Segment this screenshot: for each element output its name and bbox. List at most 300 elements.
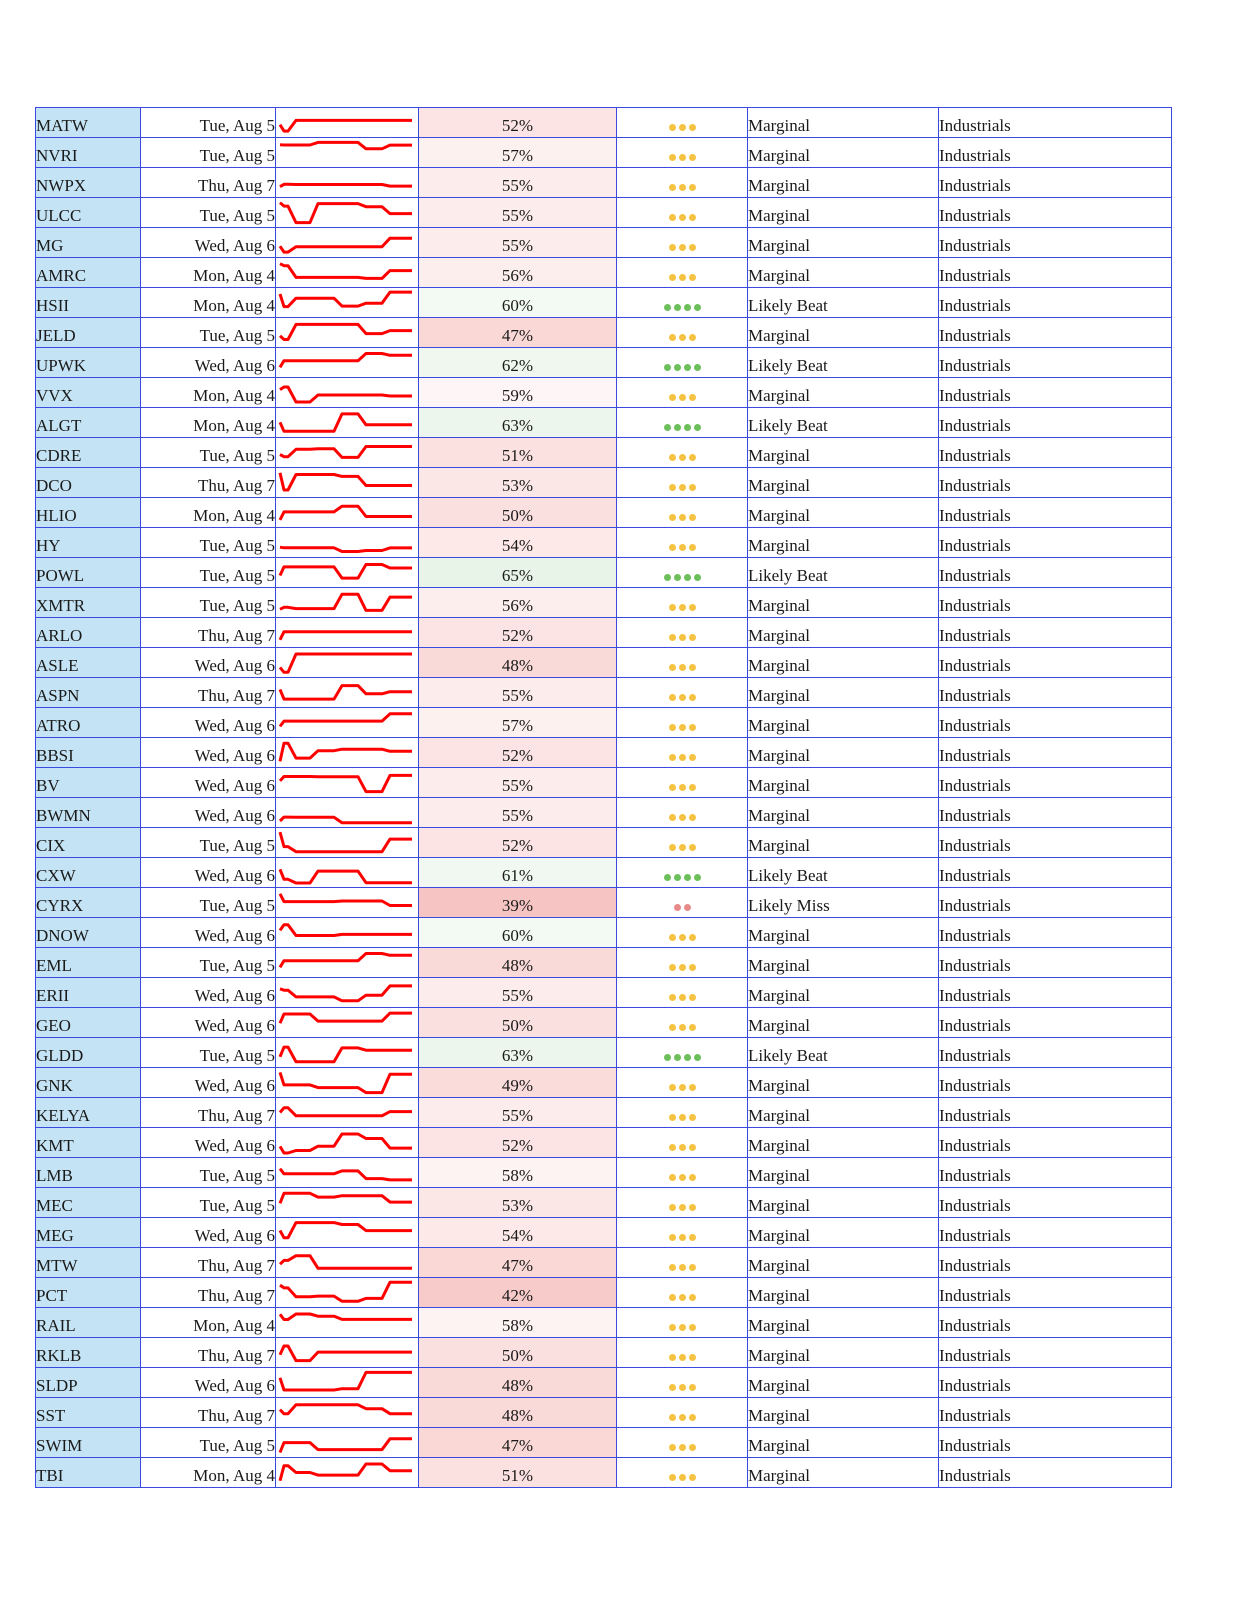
table-row (36, 468, 1172, 498)
signal-dot-icon (679, 1354, 686, 1361)
signal-dot-icon (689, 274, 696, 281)
sparkline-line (280, 354, 412, 368)
signal-dot-icon (669, 1084, 676, 1091)
signal-dots (617, 318, 748, 348)
sparkline-chart (276, 168, 418, 197)
ticker-cell: ASPN (36, 678, 141, 708)
signal-dot-icon (689, 844, 696, 851)
signal-dot-icon (669, 1024, 676, 1031)
sparkline-line (280, 547, 412, 551)
signal-label-cell: Marginal (748, 1188, 939, 1218)
sparkline-chart (276, 918, 418, 947)
sparkline-chart (276, 708, 418, 737)
table-row (36, 558, 1172, 588)
ticker-cell: SWIM (36, 1428, 141, 1458)
signal-dot-icon (689, 1024, 696, 1031)
sparkline-line (280, 506, 412, 520)
probability-cell: 48% (419, 1368, 617, 1398)
signal-dots (617, 948, 748, 978)
signal-dot-icon (684, 364, 691, 371)
signal-dot-icon (679, 1324, 686, 1331)
sector-cell: Industrials (939, 408, 1172, 438)
ticker-cell: BWMN (36, 798, 141, 828)
table-row (36, 858, 1172, 888)
sparkline-cell (276, 1068, 419, 1098)
table-row (36, 888, 1172, 918)
sparkline-line (280, 714, 412, 727)
sparkline-chart (276, 528, 418, 557)
sector-cell: Industrials (939, 378, 1172, 408)
signal-dot-icon (679, 334, 686, 341)
earnings-date-cell: Wed, Aug 6 (141, 858, 276, 888)
signal-dots (617, 1128, 748, 1158)
sector-cell: Industrials (939, 648, 1172, 678)
signal-dot-icon (694, 364, 701, 371)
earnings-date-cell: Thu, Aug 7 (141, 168, 276, 198)
signal-dots (617, 348, 748, 378)
signal-dot-icon (689, 484, 696, 491)
signal-dot-icon (694, 574, 701, 581)
signal-dot-icon (679, 1384, 686, 1391)
signal-dots (617, 1218, 748, 1248)
sparkline-line (280, 686, 412, 700)
sparkline-chart (276, 1398, 418, 1427)
ticker-cell: MATW (36, 108, 141, 138)
table-row (36, 648, 1172, 678)
ticker-cell: MTW (36, 1248, 141, 1278)
signal-label-cell: Marginal (748, 1008, 939, 1038)
sparkline-line (280, 1256, 412, 1269)
table-row (36, 1128, 1172, 1158)
signal-label-cell: Marginal (748, 1158, 939, 1188)
signal-dots (617, 468, 748, 498)
signal-dots (617, 1428, 748, 1458)
probability-cell: 60% (419, 918, 617, 948)
signal-label-cell: Marginal (748, 708, 939, 738)
signal-label-cell: Likely Beat (748, 288, 939, 318)
signal-dot-icon (689, 1324, 696, 1331)
signal-dot-icon (694, 874, 701, 881)
signal-dot-icon (694, 424, 701, 431)
sparkline-chart (276, 198, 418, 227)
signal-dot-icon (684, 874, 691, 881)
sparkline-cell (276, 888, 419, 918)
signal-label-cell: Marginal (748, 1248, 939, 1278)
signal-dots (617, 1398, 748, 1428)
signal-dots (617, 1158, 748, 1188)
ticker-cell: DCO (36, 468, 141, 498)
signal-dot-icon (664, 1054, 671, 1061)
signal-dot-icon (669, 814, 676, 821)
signal-dots (617, 708, 748, 738)
sparkline-cell (276, 468, 419, 498)
signal-dots (617, 138, 748, 168)
ticker-cell: JELD (36, 318, 141, 348)
probability-cell: 52% (419, 828, 617, 858)
probability-cell: 50% (419, 498, 617, 528)
signal-label-cell: Marginal (748, 138, 939, 168)
ticker-cell: AMRC (36, 258, 141, 288)
sparkline-line (280, 120, 412, 131)
signal-dot-icon (679, 934, 686, 941)
signal-dot-icon (689, 694, 696, 701)
signal-dot-icon (679, 964, 686, 971)
ticker-cell: HY (36, 528, 141, 558)
signal-dot-icon (689, 994, 696, 1001)
earnings-date-cell: Mon, Aug 4 (141, 1308, 276, 1338)
sparkline-line (280, 1223, 412, 1238)
signal-dot-icon (689, 1204, 696, 1211)
sparkline-chart (276, 1458, 418, 1487)
sector-cell: Industrials (939, 1338, 1172, 1368)
earnings-date-cell: Thu, Aug 7 (141, 1278, 276, 1308)
sparkline-cell (276, 1368, 419, 1398)
earnings-date-cell: Tue, Aug 5 (141, 528, 276, 558)
table-row (36, 948, 1172, 978)
signal-dot-icon (669, 334, 676, 341)
signal-dots (617, 108, 748, 138)
sector-cell: Industrials (939, 918, 1172, 948)
signal-dot-icon (689, 1174, 696, 1181)
sector-cell: Industrials (939, 438, 1172, 468)
sector-cell: Industrials (939, 1188, 1172, 1218)
earnings-date-cell: Wed, Aug 6 (141, 918, 276, 948)
sparkline-chart (276, 348, 418, 377)
signal-dots (617, 588, 748, 618)
sparkline-chart (276, 858, 418, 887)
earnings-date-cell: Thu, Aug 7 (141, 468, 276, 498)
sparkline-line (280, 324, 412, 339)
earnings-date-cell: Tue, Aug 5 (141, 948, 276, 978)
earnings-date-cell: Tue, Aug 5 (141, 588, 276, 618)
sparkline-cell (276, 408, 419, 438)
ticker-cell: BV (36, 768, 141, 798)
sector-cell: Industrials (939, 318, 1172, 348)
probability-cell: 61% (419, 858, 617, 888)
sparkline-line (280, 1405, 412, 1414)
ticker-cell: HSII (36, 288, 141, 318)
signal-label-cell: Marginal (748, 948, 939, 978)
earnings-date-cell: Tue, Aug 5 (141, 1038, 276, 1068)
ticker-cell: MG (36, 228, 141, 258)
signal-dot-icon (679, 694, 686, 701)
table-row (36, 1458, 1172, 1488)
sparkline-cell (276, 558, 419, 588)
signal-dots (617, 918, 748, 948)
signal-label-cell: Marginal (748, 1218, 939, 1248)
signal-dots (617, 258, 748, 288)
sparkline-chart (276, 1368, 418, 1397)
signal-label-cell: Marginal (748, 318, 939, 348)
probability-cell: 51% (419, 438, 617, 468)
signal-dot-icon (689, 1384, 696, 1391)
sparkline-cell (276, 1098, 419, 1128)
sector-cell: Industrials (939, 1398, 1172, 1428)
signal-dot-icon (689, 1294, 696, 1301)
sector-cell: Industrials (939, 858, 1172, 888)
signal-dot-icon (674, 1054, 681, 1061)
table-row (36, 1038, 1172, 1068)
earnings-date-cell: Wed, Aug 6 (141, 768, 276, 798)
signal-dot-icon (669, 274, 676, 281)
signal-dot-icon (679, 1294, 686, 1301)
sparkline-line (280, 1072, 412, 1092)
table-row (36, 318, 1172, 348)
signal-dot-icon (669, 184, 676, 191)
table-row (36, 168, 1172, 198)
signal-dot-icon (669, 724, 676, 731)
ticker-cell: RKLB (36, 1338, 141, 1368)
signal-dots (617, 1188, 748, 1218)
signal-dot-icon (669, 514, 676, 521)
earnings-date-cell: Thu, Aug 7 (141, 1338, 276, 1368)
signal-dot-icon (669, 1174, 676, 1181)
probability-cell: 53% (419, 1188, 617, 1218)
sparkline-chart (276, 948, 418, 977)
probability-cell: 63% (419, 408, 617, 438)
probability-cell: 56% (419, 588, 617, 618)
signal-dots (617, 648, 748, 678)
sparkline-line (280, 1169, 412, 1180)
signal-dot-icon (689, 244, 696, 251)
sparkline-cell (276, 138, 419, 168)
sparkline-chart (276, 588, 418, 617)
table-row (36, 498, 1172, 528)
signal-label-cell: Marginal (748, 918, 939, 948)
sparkline-line (280, 414, 412, 431)
sparkline-cell (276, 738, 419, 768)
signal-dot-icon (669, 994, 676, 1001)
table-row (36, 828, 1172, 858)
signal-dot-icon (689, 1234, 696, 1241)
sparkline-cell (276, 1398, 419, 1428)
table-row (36, 438, 1172, 468)
sector-cell: Industrials (939, 738, 1172, 768)
signal-dot-icon (669, 1234, 676, 1241)
earnings-date-cell: Wed, Aug 6 (141, 798, 276, 828)
signal-dot-icon (669, 1444, 676, 1451)
sparkline-line (280, 925, 412, 936)
probability-cell: 63% (419, 1038, 617, 1068)
ticker-cell: NVRI (36, 138, 141, 168)
ticker-cell: CDRE (36, 438, 141, 468)
sparkline-line (280, 184, 412, 186)
sparkline-cell (276, 1128, 419, 1158)
sparkline-line (280, 1108, 412, 1116)
signal-dot-icon (689, 1084, 696, 1091)
sparkline-cell (276, 348, 419, 378)
signal-dot-icon (679, 784, 686, 791)
signal-dot-icon (679, 1144, 686, 1151)
signal-dot-icon (689, 1414, 696, 1421)
earnings-date-cell: Mon, Aug 4 (141, 408, 276, 438)
sector-cell: Industrials (939, 768, 1172, 798)
probability-cell: 60% (419, 288, 617, 318)
sparkline-chart (276, 1008, 418, 1037)
signal-dot-icon (679, 1234, 686, 1241)
probability-cell: 58% (419, 1308, 617, 1338)
probability-cell: 65% (419, 558, 617, 588)
signal-dot-icon (674, 874, 681, 881)
table-row (36, 1338, 1172, 1368)
table-row (36, 108, 1172, 138)
earnings-date-cell: Thu, Aug 7 (141, 1098, 276, 1128)
signal-dot-icon (669, 1264, 676, 1271)
earnings-date-cell: Tue, Aug 5 (141, 198, 276, 228)
sparkline-chart (276, 1038, 418, 1067)
sparkline-cell (276, 108, 419, 138)
signal-dots (617, 618, 748, 648)
sector-cell: Industrials (939, 618, 1172, 648)
signal-dot-icon (679, 1444, 686, 1451)
ticker-cell: PCT (36, 1278, 141, 1308)
probability-cell: 55% (419, 168, 617, 198)
ticker-cell: GEO (36, 1008, 141, 1038)
sparkline-line (280, 1464, 412, 1481)
ticker-cell: CXW (36, 858, 141, 888)
signal-dot-icon (669, 634, 676, 641)
signal-label-cell: Marginal (748, 108, 939, 138)
signal-dot-icon (669, 394, 676, 401)
table-row (36, 258, 1172, 288)
signal-dots (617, 1368, 748, 1398)
sparkline-cell (276, 948, 419, 978)
sector-cell: Industrials (939, 798, 1172, 828)
signal-dot-icon (689, 544, 696, 551)
probability-cell: 57% (419, 138, 617, 168)
signal-label-cell: Marginal (748, 198, 939, 228)
table-row (36, 1158, 1172, 1188)
signal-dot-icon (689, 784, 696, 791)
earnings-date-cell: Tue, Aug 5 (141, 828, 276, 858)
signal-dot-icon (689, 334, 696, 341)
sparkline-line (280, 894, 412, 906)
sparkline-line (280, 1372, 412, 1390)
sector-cell: Industrials (939, 588, 1172, 618)
sparkline-cell (276, 618, 419, 648)
signal-label-cell: Marginal (748, 168, 939, 198)
earnings-date-cell: Mon, Aug 4 (141, 288, 276, 318)
signal-dots (617, 978, 748, 1008)
sparkline-chart (276, 618, 418, 647)
probability-cell: 54% (419, 528, 617, 558)
probability-cell: 55% (419, 798, 617, 828)
sparkline-line (280, 654, 412, 672)
table-row (36, 228, 1172, 258)
signal-label-cell: Marginal (748, 1308, 939, 1338)
sector-cell: Industrials (939, 978, 1172, 1008)
signal-dots (617, 228, 748, 258)
sparkline-chart (276, 798, 418, 827)
signal-dot-icon (679, 484, 686, 491)
table-row (36, 1278, 1172, 1308)
probability-cell: 55% (419, 678, 617, 708)
table-row (36, 1308, 1172, 1338)
signal-dot-icon (679, 1174, 686, 1181)
sparkline-chart (276, 678, 418, 707)
signal-dot-icon (679, 754, 686, 761)
sparkline-line (280, 869, 412, 883)
earnings-date-cell: Thu, Aug 7 (141, 678, 276, 708)
sparkline-line (280, 1013, 412, 1023)
table-row (36, 1098, 1172, 1128)
sparkline-chart (276, 1428, 418, 1457)
sparkline-cell (276, 168, 419, 198)
signal-dot-icon (689, 1114, 696, 1121)
sparkline-chart (276, 1128, 418, 1157)
sparkline-cell (276, 648, 419, 678)
table-row (36, 708, 1172, 738)
signal-dot-icon (689, 514, 696, 521)
table-row (36, 1428, 1172, 1458)
signal-dot-icon (669, 124, 676, 131)
signal-dot-icon (679, 184, 686, 191)
signal-dot-icon (689, 1444, 696, 1451)
signal-label-cell: Marginal (748, 768, 939, 798)
signal-label-cell: Marginal (748, 228, 939, 258)
signal-dot-icon (679, 1264, 686, 1271)
probability-cell: 55% (419, 978, 617, 1008)
sparkline-cell (276, 978, 419, 1008)
probability-cell: 49% (419, 1068, 617, 1098)
table-row (36, 1248, 1172, 1278)
earnings-date-cell: Tue, Aug 5 (141, 558, 276, 588)
signal-dots (617, 1248, 748, 1278)
signal-dot-icon (674, 364, 681, 371)
sparkline-cell (276, 528, 419, 558)
sparkline-cell (276, 228, 419, 258)
sector-cell: Industrials (939, 108, 1172, 138)
signal-dot-icon (689, 154, 696, 161)
signal-dot-icon (679, 244, 686, 251)
signal-dot-icon (679, 634, 686, 641)
sector-cell: Industrials (939, 198, 1172, 228)
sparkline-line (280, 473, 412, 490)
sparkline-line (280, 1346, 412, 1361)
sparkline-line (280, 743, 412, 761)
signal-dots (617, 1278, 748, 1308)
table-row (36, 768, 1172, 798)
sparkline-cell (276, 588, 419, 618)
signal-label-cell: Likely Beat (748, 348, 939, 378)
ticker-cell: ALGT (36, 408, 141, 438)
sector-cell: Industrials (939, 1098, 1172, 1128)
signal-dot-icon (679, 1114, 686, 1121)
probability-cell: 47% (419, 1428, 617, 1458)
signal-dot-icon (669, 1324, 676, 1331)
signal-label-cell: Marginal (748, 1278, 939, 1308)
sector-cell: Industrials (939, 558, 1172, 588)
sparkline-cell (276, 1308, 419, 1338)
signal-dots (617, 1098, 748, 1128)
signal-label-cell: Marginal (748, 498, 939, 528)
sector-cell: Industrials (939, 498, 1172, 528)
probability-cell: 47% (419, 1248, 617, 1278)
ticker-cell: GLDD (36, 1038, 141, 1068)
earnings-date-cell: Mon, Aug 4 (141, 378, 276, 408)
ticker-cell: XMTR (36, 588, 141, 618)
signal-label-cell: Marginal (748, 1398, 939, 1428)
sparkline-line (280, 986, 412, 1001)
ticker-cell: MEC (36, 1188, 141, 1218)
signal-dot-icon (679, 1204, 686, 1211)
signal-dot-icon (679, 814, 686, 821)
signal-dot-icon (689, 664, 696, 671)
ticker-cell: UPWK (36, 348, 141, 378)
sparkline-line (280, 292, 412, 307)
sparkline-line (280, 203, 412, 223)
table-row (36, 738, 1172, 768)
